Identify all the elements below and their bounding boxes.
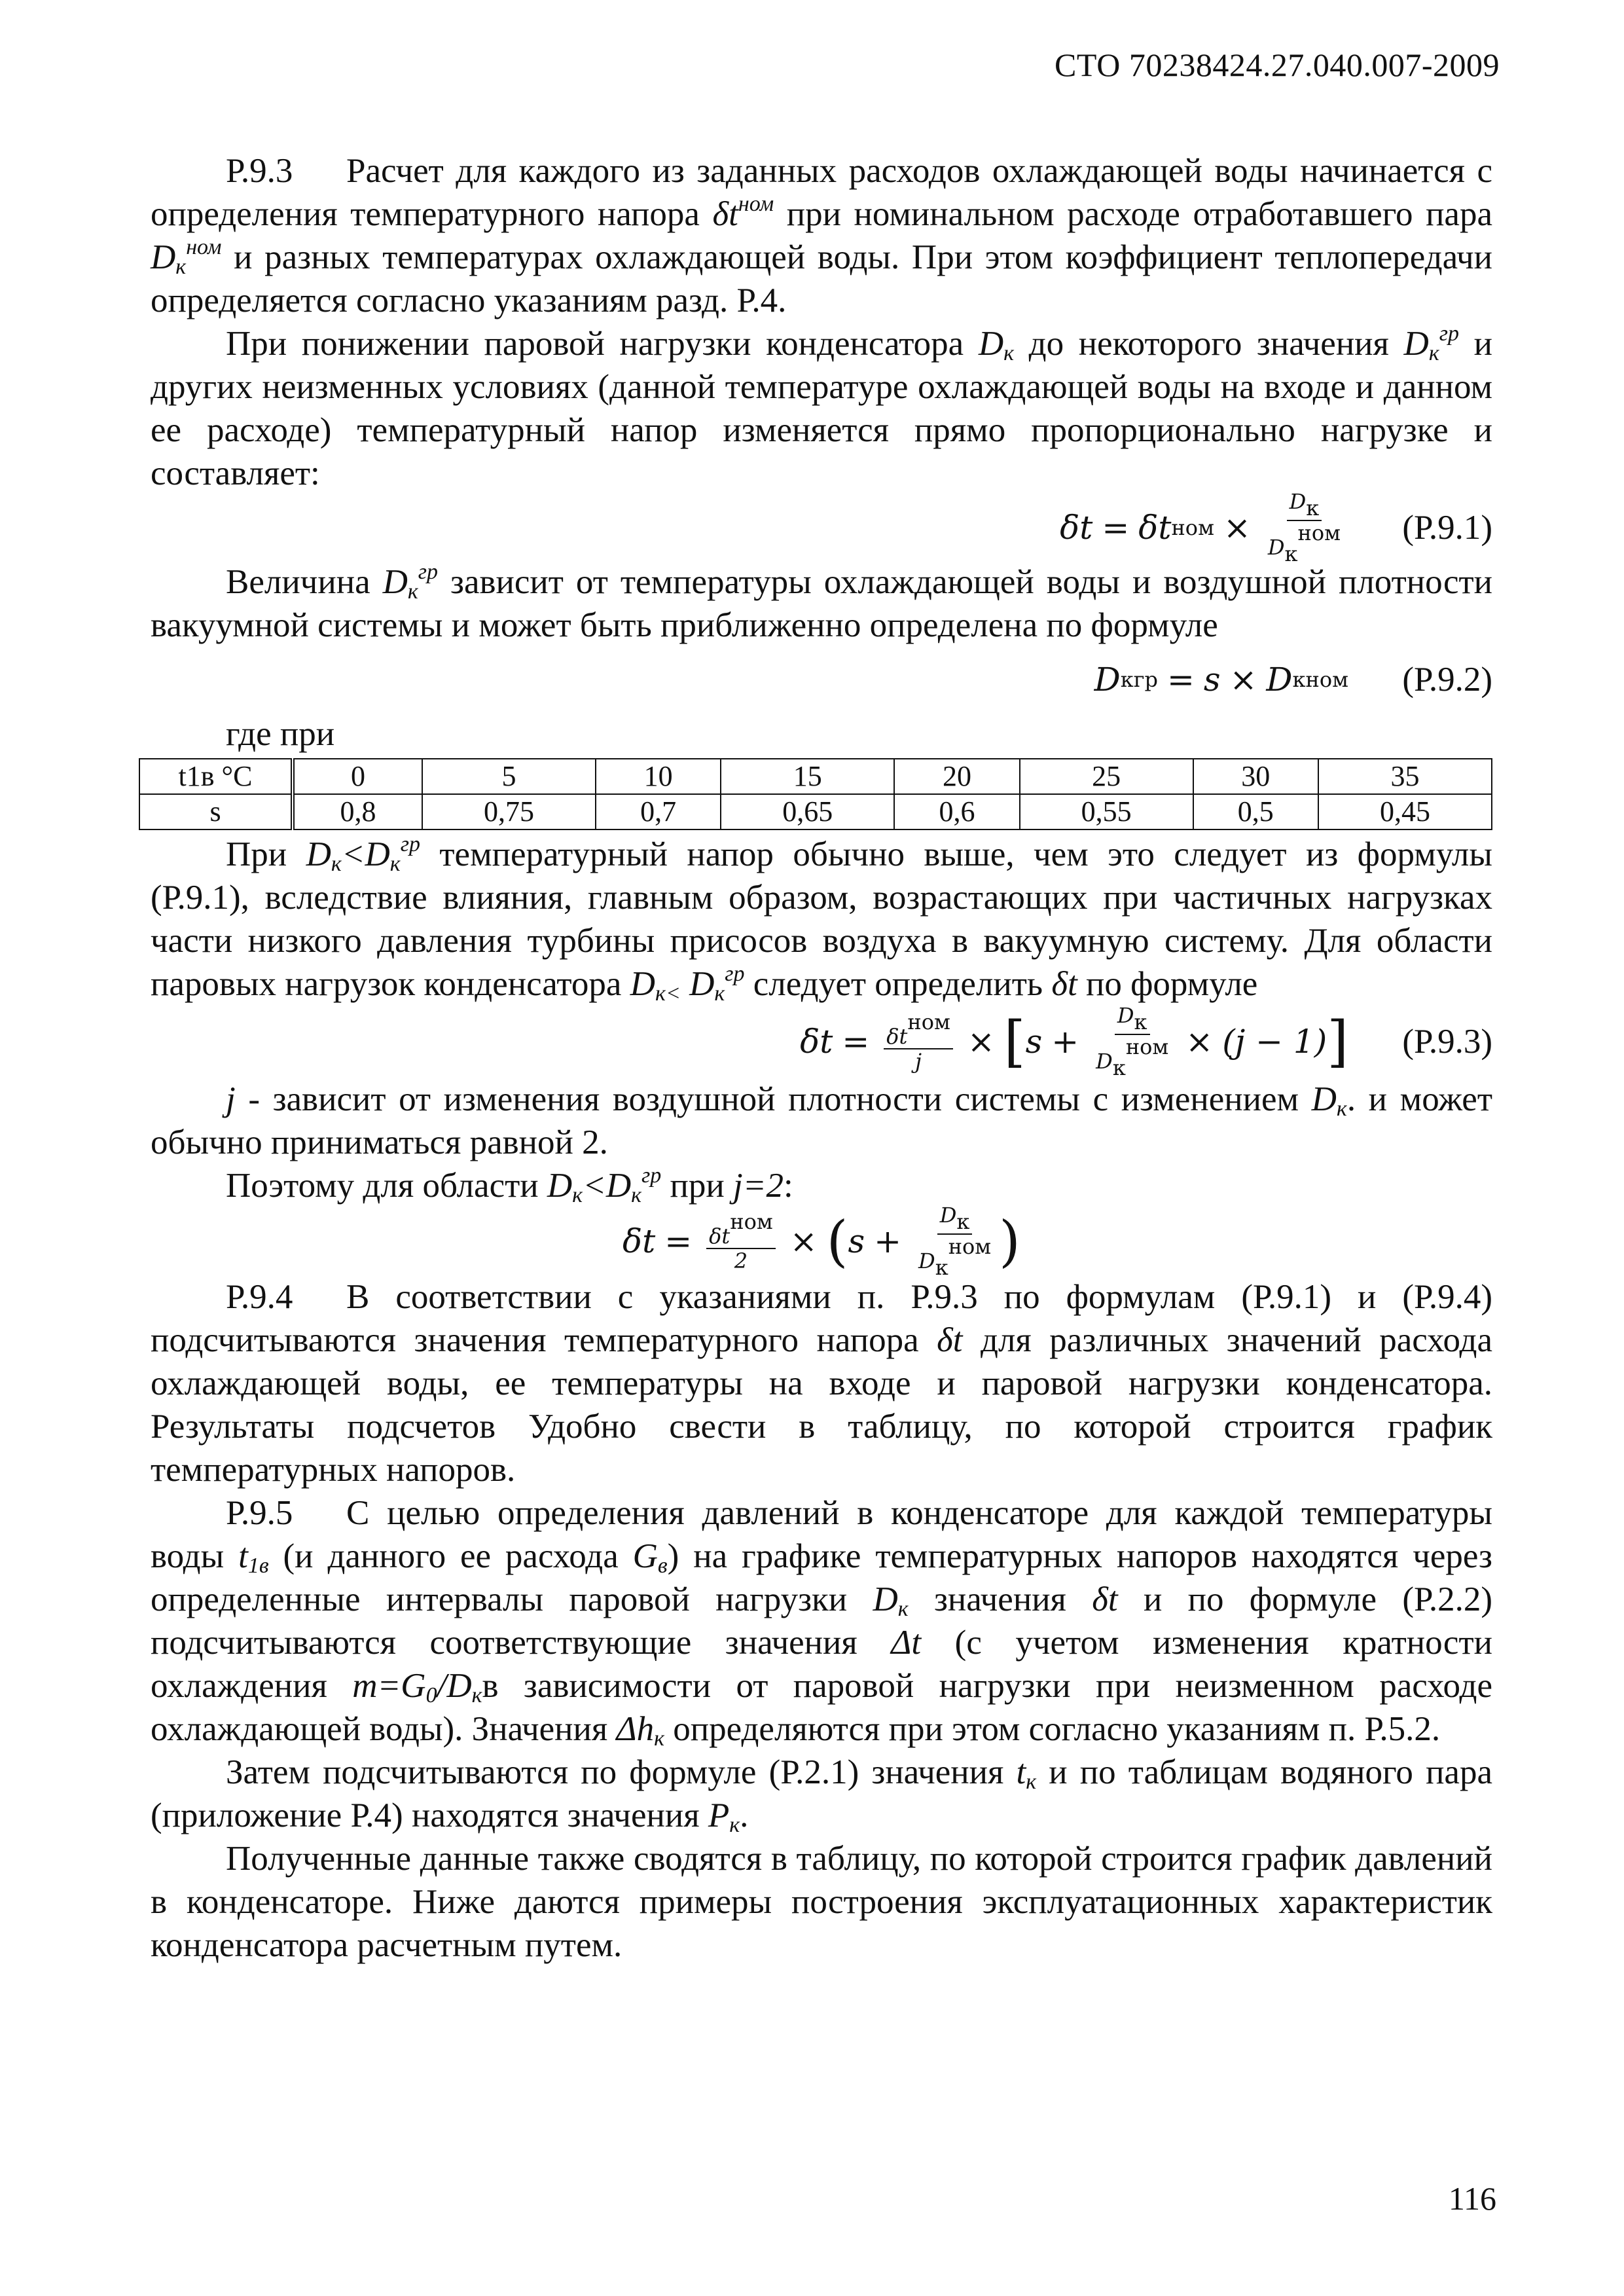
formula-number: (Р.9.2): [1402, 661, 1492, 699]
formula-number: (Р.9.1): [1402, 509, 1492, 547]
table-row-header: s: [139, 794, 293, 829]
paragraph-magnitude: Величина $D_к^{гр}$ зависит от температуры охлаждающей воды и воздушной плотности вакуумной системы и может быть приближенно определена по формуле: [151, 560, 1492, 644]
paragraph-therefore: Поэтому для области $D_к<D_к^{гр}$ при j=2:: [226, 1163, 793, 1207]
fraction: $\frac{Dк}{\text{Dкном}}$: [1096, 1003, 1169, 1080]
paragraph-p9-4: Р.9.4 В соответствии с указаниями п. Р.9.3 по формулам (Р.9.1) и (Р.9.4) подсчитываются значения температурного напора δt для различных значений расхода охлаждающей воды, ее температуры на входе и паровой нагрузки конденсатора. Результаты подсчетов Удобно свести в таблицу, по которой строится график температурных напоров.: [151, 1275, 1492, 1491]
formula-p9-4: δt = $\frac{\text{δtном}}{2}$ × ( s + $\frac{Dк}{\text{Dкном}}$ ): [623, 1203, 1020, 1280]
document-code-header: СТО 70238424.27.040.007-2009: [1055, 46, 1500, 83]
formula-p9-1: δt = δt ном × $\frac{Dк}{\text{Dкном}}$ (Р.9.1): [1060, 489, 1492, 566]
paragraph-final: Полученные данные также сводятся в таблицу, по которой строится график давлений в конденсаторе. Ниже даются примеры построения эксплуатационных характеристик конденсатора расчетным путем.: [151, 1840, 1492, 1964]
paragraph-p9-5: Р.9.5 С целью определения давлений в конденсаторе для каждой температуры воды $t_{1в}$ (и данного ее расхода $G_в$) на графике температурных напоров находятся через определенные интервалы паровой нагрузки $D_к$ значения δt и по формуле (Р.2.2) подсчитываются соответствующие значения Δt (с учетом изменения кратности охлаждения $m=G_0/D_кв$ зависимости от паровой нагрузки при неизменном расходе охлаждающей воды). Значения $\Delta h_к$ определяются при этом согласно указаниям п. Р.5.2.: [151, 1491, 1492, 1751]
clause-number: Р.9.3: [226, 152, 293, 190]
fraction: $\frac{Dк}{\text{Dкном}}$: [1267, 489, 1341, 566]
coefficient-table: [139, 758, 1492, 830]
formula-p9-3: δt = $\frac{\text{δtном}}{j}$ × [ s + $\frac{Dк}{\text{Dкном}}$ × (j − 1) ] (Р.9.3): [800, 1003, 1492, 1080]
formula-p9-2: D к гр = s × D к ном (Р.9.2): [151, 647, 1492, 712]
paragraph-then: Затем подсчитываются по формуле (Р.2.1) значения $t_к$ и по таблицам водяного пара (приложение Р.4) находятся значения $P_к$.: [151, 1753, 1492, 1837]
page-number: 116: [1448, 2180, 1496, 2217]
paragraph-partial-load: При $D_к<D_к^{гр}$ температурный напор обычно выше, чем это следует из формулы (Р.9.1), вследствие влияния, главным образом, возрастающих при частичных нагрузках части низкого давления турбины присосов воздуха в вакуумную систему. Для области паровых нагрузок конденсатора $D_{к<}$ $D_к^{гр}$ следует определить δt по формуле: [151, 832, 1492, 1006]
fraction: $\frac{Dк}{\text{Dкном}}$: [918, 1203, 992, 1280]
table-row: t1в °C 0 5 10 15 20 25 30 35: [139, 759, 1492, 794]
paragraph-j-definition: j - зависит от изменения воздушной плотности системы с изменением $D_к$. и может обычно приниматься равной 2.: [151, 1080, 1492, 1161]
table-row-header: t1в °C: [139, 759, 293, 794]
fraction: $\frac{\text{δtном}}{j}$: [884, 1010, 953, 1073]
paragraph-load-decrease: При понижении паровой нагрузки конденсатора $D_к$ до некоторого значения $D_к^{гр}$ и других неизменных условиях (данной температуре охлаждающей воды на входе и данном ее расходе) температурный напор изменяется прямо пропорционально нагрузке и составляет:: [151, 321, 1492, 492]
paragraph-p9-3: Р.9.3 Расчет для каждого из заданных расходов охлаждающей воды начинается с определения температурного напора $\delta t^{ном}$ при номинальном расходе отработавшего пара $D_к^{ном}$ и разных температурах охлаждающей воды. При этом коэффициент теплопередачи определяется согласно указаниям разд. Р.4.: [151, 149, 1492, 322]
clause-number: Р.9.5: [226, 1494, 293, 1532]
formula-number: (Р.9.3): [1402, 1023, 1492, 1061]
clause-number: Р.9.4: [226, 1278, 293, 1316]
where-label: где при: [226, 715, 335, 753]
fraction: $\frac{\text{δtном}}{2}$: [706, 1210, 776, 1273]
table-row: s 0,8 0,75 0,7 0,65 0,6 0,55 0,5 0,45: [139, 794, 1492, 829]
main-content: [151, 149, 1492, 1967]
